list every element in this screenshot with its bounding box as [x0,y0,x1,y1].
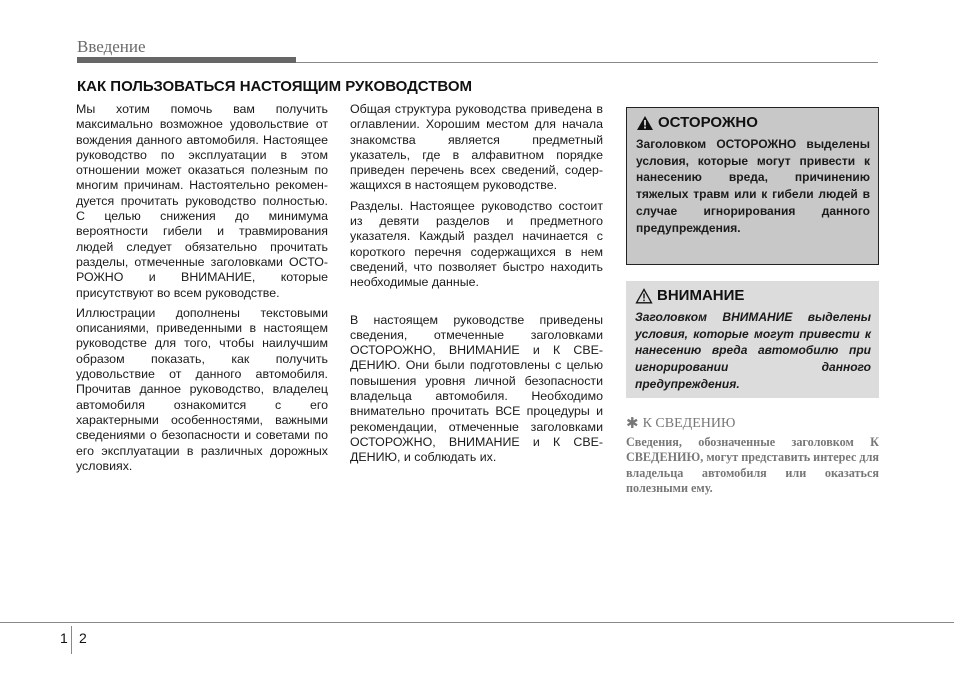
warning-box [626,107,879,265]
note-title-text: К СВЕДЕНИЮ [642,415,736,431]
section-title: Введение [77,37,146,56]
paragraph: Разделы. Настоящее руководство состоит из девяти разделов и предметного указателя. Каждый раздел начинается с короткого перечня содержащихся в нем сведений, что позволяет быстро находить необходимые данные. [350,198,603,290]
paragraph: В настоящем руководстве приведены сведения, отмеченные заголовками ОСТОРОЖНО, ВНИМАНИЕ и К СВЕДЕНИЮ. Они были подготовлены с целью повышения уровня личной безопасности владельца автомобиля. Необходимо внимательно прочитать ВСЕ процедуры и рекомендации, отмеченные заголовками ОСТОРОЖНО, ВНИМАНИЕ и К СВЕДЕНИЮ, и соблюдать их. [350,312,603,465]
footer-rule [0,622,954,623]
note-text: Сведения, обозначенные заголовком К СВЕДЕНИЮ, могут представить интерес для владельца автомобиля или оказаться полезными ему. [626,435,880,496]
warning-title-text: ОСТОРОЖНО [658,114,758,131]
warning-filled-triangle-icon [636,115,654,131]
header-bar [77,57,296,63]
paragraph: Общая структура руководства приведена в оглавлении. Хорошим местом для начала знакомства является предметный указатель, где в алфавитном порядке приведен перечень всех сведений, содержащихся в настоящем руководстве. [350,102,603,193]
footer-separator [71,626,72,654]
caution-box [626,281,879,398]
caution-text: Заголовком ВНИМАНИЕ выделены условия, которые могут привести к нанесению вреда автомобилю при игнорировании данного предупреждения. [635,309,871,391]
page-title: КАК ПОЛЬЗОВАТЬСЯ НАСТОЯЩИМ РУКОВОДСТВОМ [77,78,473,95]
chapter-number: 1 [60,630,68,646]
paragraph: Мы хотим помочь вам получить максимально возможное удовольствие от вождения данного автомобиля. Настоящее руководство по эксплуатации в этом отношении может оказаться полезным по многим причинам. Настоятельно рекомендуется прочитать руководство полностью. С целью снижения до минимума вероятности гибели и травмирования людей следует обязательно прочитать разделы, отмеченные заголовками ОСТОРОЖНО и ВНИМАНИЕ, которые присутствуют во всем руководстве. [76,102,328,300]
warning-text: Заголовком ОСТОРОЖНО выделены условия, которые могут привести к нанесению вреда, причинению тяжелых травм или к гибели людей в случае игнорирования данного предупреждения. [636,136,870,235]
caution-outline-triangle-icon [635,288,653,304]
header-rule [296,62,878,63]
caution-title-text: ВНИМАНИЕ [657,287,745,304]
text-column-1 [76,102,328,479]
caution-title [635,288,871,305]
warning-title [636,115,870,132]
paragraph: Иллюстрации дополнены текстовыми описаниями, приведенными в настоящем руководстве для того, чтобы наилучшим образом показать, как получить удовольствие от данного автомобиля. Прочитав данное руководство, владелец автомобиля ознакомится с его характерными особенностями, важными сведениями о безопасности и советами по его эксплуатации в различных дорожных условиях. [76,305,328,473]
page-number: 2 [79,630,87,646]
asterisk-icon: ✱ [626,416,639,432]
note-block [626,414,879,497]
note-title [626,414,879,433]
text-column-2 [350,102,603,471]
